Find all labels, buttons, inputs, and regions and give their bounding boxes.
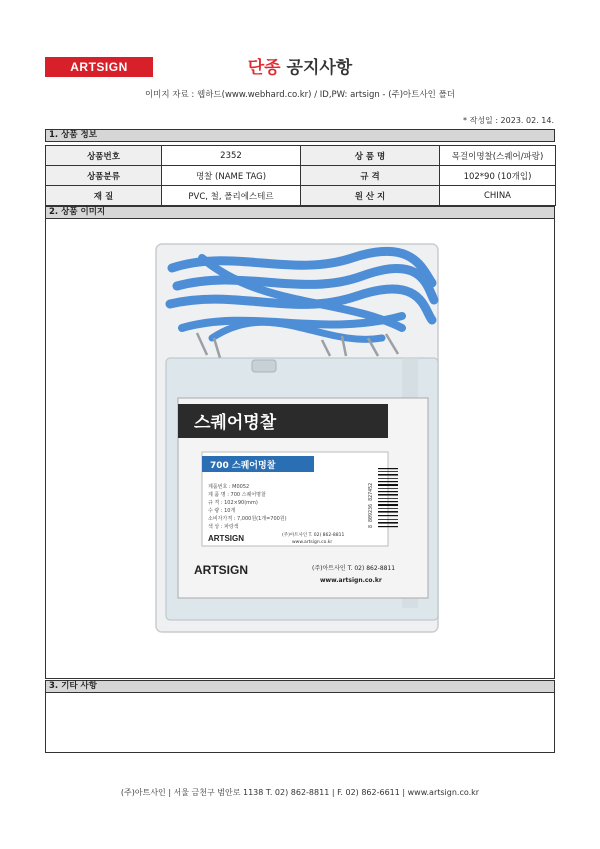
code-label: 상품번호 (46, 146, 162, 166)
section-product-info: 1. 상품 정보 (45, 129, 555, 142)
table-row (46, 146, 556, 166)
section-etc: 3. 기타 사항 (45, 680, 555, 693)
inner-title: 700 스퀘어명찰 (210, 461, 276, 471)
table-row (46, 186, 556, 206)
material-value: PVC, 철, 폴리에스테르 (162, 186, 301, 206)
size-label: 규 격 (301, 166, 440, 186)
url-small: www.artsign.co.kr (292, 540, 333, 545)
svg-text:제품번호 : M0052: 제품번호 : M0052 (208, 484, 250, 490)
material-label: 재 질 (46, 186, 162, 206)
company-small: (주)아트사인 T. 02) 862-8811 (282, 533, 345, 538)
name-value: 목걸이명찰(스퀘어/파랑) (440, 146, 556, 166)
brand-logo: ARTSIGN (194, 563, 248, 577)
url-text: www.artsign.co.kr (320, 577, 382, 584)
etc-box (45, 693, 555, 753)
written-date: * 작성일 : 2023. 02. 14. (463, 116, 554, 125)
product-info-table (45, 145, 556, 206)
size-value: 102*90 (10개입) (440, 166, 556, 186)
brand-small: ARTSIGN (208, 534, 244, 543)
package-title: 스퀘어명찰 (194, 413, 277, 433)
svg-text:색 상 : 파랑색: 색 상 : 파랑색 (208, 524, 239, 530)
category-value: 명찰 (NAME TAG) (162, 166, 301, 186)
origin-value: CHINA (440, 186, 556, 206)
title-discontinued: 단종 (247, 58, 281, 78)
code-value: 2352 (162, 146, 301, 166)
company-text: (주)아트사인 T. 02) 862-8811 (312, 565, 396, 572)
svg-text:수 량 : 10개: 수 량 : 10개 (208, 508, 236, 514)
svg-text:소비자가격 : 7,000원(1개=700원): 소비자가격 : 7,000원(1개=700원) (208, 516, 287, 522)
table-row (46, 166, 556, 186)
barcode-number: 8 809236 827452 (368, 482, 374, 528)
origin-label: 원 산 지 (301, 186, 440, 206)
svg-text:제 품 명 : 700 스퀘어명찰: 제 품 명 : 700 스퀘어명찰 (208, 492, 266, 498)
product-photo (142, 238, 462, 638)
page-title (0, 53, 600, 78)
artsign-logo: ARTSIGN (45, 57, 153, 77)
svg-text:규 격 : 102×90(mm): 규 격 : 102×90(mm) (208, 500, 258, 506)
image-source-note: 이미지 자료 : 웹하드(www.webhard.co.kr) / ID,PW: artsign - (주)아트사인 폴더 (144, 90, 456, 100)
title-notice: 공지사항 (286, 58, 353, 78)
name-label: 상 품 명 (301, 146, 440, 166)
category-label: 상품분류 (46, 166, 162, 186)
section-product-image: 2. 상품 이미지 (45, 206, 555, 219)
holder-slot (252, 360, 276, 372)
footer-contact: (주)아트사인 | 서울 금천구 범안로 1138 T. 02) 862-8811 | F. 02) 862-6611 | www.artsign.co.kr (120, 788, 480, 797)
